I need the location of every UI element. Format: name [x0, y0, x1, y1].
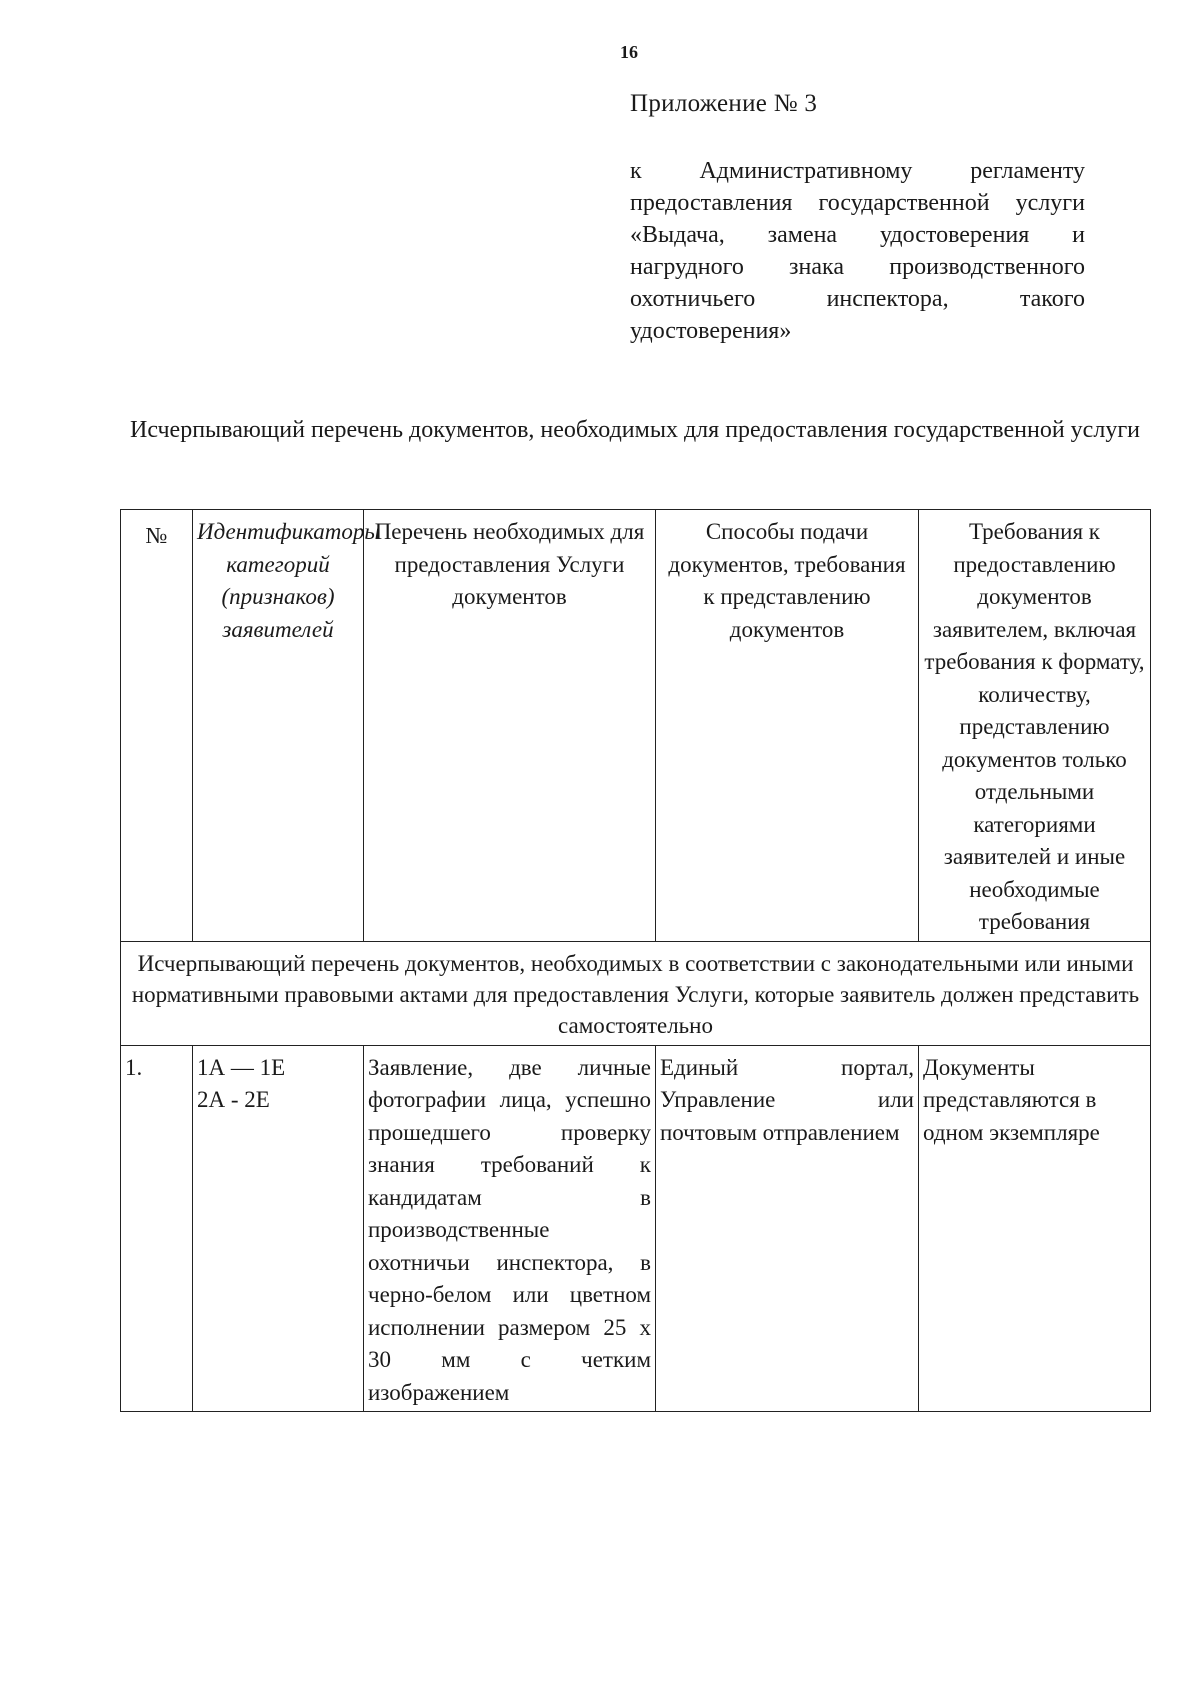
table-header-row [121, 510, 1151, 942]
section-title: Исчерпывающий перечень документов, необходимых в соответствии с законодательными или иными нормативными правовыми актами для предоставления Услуги, которые заявитель должен представить самостоятельно [121, 941, 1151, 1045]
row-documents-list: Заявление, две личные фотографии лица, успешно прошедшего проверку знания требований к кандидатам в производственные охотничьи инспектора, в черно-белом или цветном исполнении размером 25 х 30 мм с четким изображением [364, 1045, 656, 1412]
table-section-row [121, 941, 1151, 1045]
table-row [121, 1045, 1151, 1412]
documents-table [120, 509, 1151, 1412]
header-requirements: Требования к предоставлению документов заявителем, включая требования к формату, количеству, представлению документов только отдельными категориями заявителей и иные необходимые требования [919, 510, 1151, 942]
header-documents-list: Перечень необходимых для предоставления Услуги документов [364, 510, 656, 942]
header-identifiers: Идентификаторы категорий (признаков) заявителей [193, 510, 364, 942]
appendix-text: к Административному регламенту предоставления государственной услуги «Выдача, замена удостоверения и нагрудного знака производственного охотничьего инспектора, такого удостоверения» [630, 158, 1085, 344]
header-number: № [121, 510, 193, 942]
row-number: 1. [121, 1045, 193, 1412]
appendix-title: Приложение № 3 [630, 90, 818, 117]
row-identifiers [193, 1045, 364, 1412]
page-number: 16 [620, 42, 638, 62]
row-requirements: Документы представляются в одном экземпляре [919, 1045, 1151, 1412]
row-identifier-line: 2А - 2Е [197, 1087, 270, 1112]
row-submission-methods: Единый портал, Управление или почтовым отправлением [656, 1045, 919, 1412]
row-identifier-line: 1А — 1Е [197, 1054, 286, 1080]
document-title: Исчерпывающий перечень документов, необходимых для предоставления государственной услуги [129, 417, 1140, 443]
header-submission-methods: Способы подачи документов, требования к представлению документов [656, 510, 919, 942]
